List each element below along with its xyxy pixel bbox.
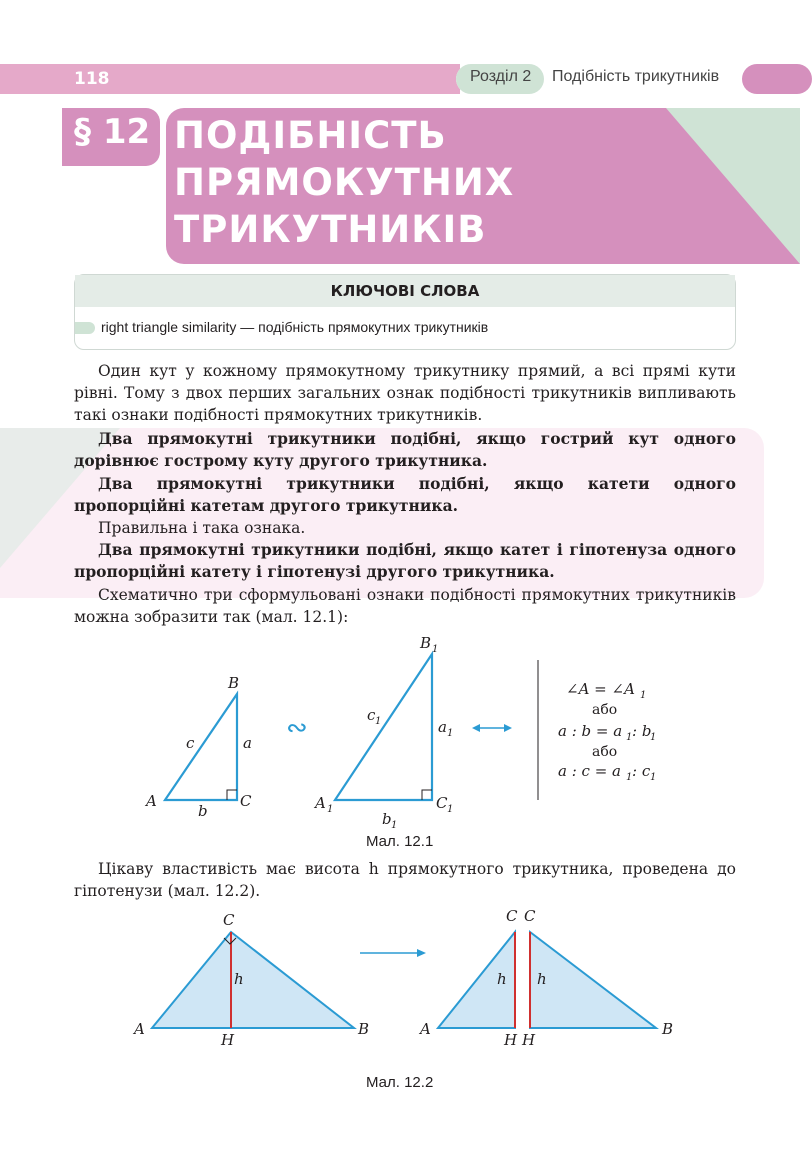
label-B: B (228, 674, 240, 692)
fig2-label-H: H (221, 1031, 235, 1049)
right-angle-mark-1 (422, 790, 432, 800)
section-title: Подібність трикутників (552, 68, 720, 85)
title-line-2: ПРЯМОКУТНИХ (174, 161, 515, 204)
paragraph-scheme: Схематично три сформульовані ознаки подібності прямокутних трикутників можна зобразити так (мал. 12.1): (74, 586, 736, 626)
header-band (0, 64, 460, 94)
theorem-leg-hypotenuse: Два прямокутні трикутники подібні, якщо катет і гіпотенуза одного пропорційні катету і гіпотенузі другого трикутника. (74, 540, 736, 581)
title-line-3: ТРИКУТНИКІВ (174, 208, 487, 251)
fig2-piece-label-H-right: H (522, 1031, 536, 1049)
condition-or-2: або (592, 744, 618, 760)
paragraph-number: § 12 (74, 112, 151, 152)
sub-cond2a: 1 (626, 732, 633, 743)
sub-cond3a: 1 (626, 772, 633, 783)
figure-12-2-caption: Мал. 12.2 (366, 1074, 434, 1091)
label-B1: B (420, 634, 432, 652)
label-b1: b (382, 810, 392, 828)
triangle-a1b1c1 (335, 654, 432, 800)
condition-leg-hyp: a : c = a (558, 762, 621, 780)
figure-12-1 (130, 632, 690, 831)
page-number: 118 (74, 69, 110, 89)
label-c1: c (367, 706, 376, 724)
title-line-1: ПОДІБНІСТЬ (174, 114, 447, 157)
sub-cond1: 1 (640, 690, 647, 701)
label-b: b (198, 802, 208, 820)
condition-legs: a : b = a (558, 722, 623, 740)
fig2-piece-label-H-left: H (504, 1031, 518, 1049)
keyword-bullet (75, 322, 95, 334)
page-title (174, 112, 514, 253)
fig2-piece-label-C-left: C (506, 907, 518, 925)
condition-leg-hyp-b: : c (632, 762, 651, 780)
theorem-angle: Два прямокутні трикутники подібні, якщо гострий кут одного дорівнює гострому куту другого трикутника. (74, 429, 736, 470)
fig2-label-C: C (223, 911, 235, 929)
sub-B1: 1 (432, 644, 439, 655)
label-a1: a (438, 718, 447, 736)
sub-cond2b: 1 (650, 732, 657, 743)
figure-12-2 (120, 905, 690, 1055)
keyword-item: right triangle similarity — подібність прямокутних трикутників (101, 319, 489, 335)
paragraph-also: Правильна і така ознака. (98, 519, 306, 537)
condition-or-1: або (592, 702, 618, 718)
theorem-legs: Два прямокутні трикутники подібні, якщо катети одного пропорційні катетам другого трикутника. (74, 474, 736, 515)
condition-legs-b: : b (632, 722, 652, 740)
sub-cond3b: 1 (650, 772, 657, 783)
similarity-sign: ∾ (286, 713, 308, 743)
sub-A1: 1 (327, 804, 334, 815)
sub-a1: 1 (447, 728, 454, 739)
fig2-label-h: h (234, 970, 244, 988)
paragraph-intro: Один кут у кожному прямокутному трикутнику прямий, а всі прямі кути рівні. Тому з двох перших загальних ознак подібності трикутників випливають такі ознаки подібності прямокутних трикутників. (74, 362, 736, 424)
fig2-piece-label-C-right: C (524, 907, 536, 925)
keywords-box (74, 274, 736, 350)
paragraph-height: Цікаву властивість має висота h прямокутного трикутника, проведена до гіпотенузи (мал. 12.2). (74, 860, 736, 900)
fig2-label-A: A (134, 1020, 145, 1038)
sub-C1: 1 (447, 804, 454, 815)
triangle-abc (165, 694, 237, 800)
header-decoration (742, 64, 812, 94)
fig2-piece-label-h-left: h (497, 970, 507, 988)
double-arrow-icon (472, 724, 512, 732)
label-C: C (240, 792, 252, 810)
label-c: c (186, 734, 195, 752)
sub-b1: 1 (391, 820, 398, 831)
condition-angles: ∠A = ∠A (566, 680, 635, 698)
fig2-label-B: B (358, 1020, 370, 1038)
section-label: Розділ 2 (470, 68, 532, 85)
label-A1: A (315, 794, 326, 812)
fig2-piece-label-A: A (420, 1020, 431, 1038)
triangle-acb (152, 932, 354, 1028)
triangle-chb (530, 932, 656, 1028)
fig2-piece-label-B: B (662, 1020, 674, 1038)
label-a: a (243, 734, 252, 752)
keywords-heading: КЛЮЧОВІ СЛОВА (75, 275, 735, 307)
label-C1: C (436, 794, 448, 812)
fig2-piece-label-h-right: h (537, 970, 547, 988)
sub-c1: 1 (375, 716, 382, 727)
arrow-right-icon (360, 949, 426, 957)
label-A: A (146, 792, 157, 810)
right-angle-mark (227, 790, 237, 800)
figure-12-1-caption: Мал. 12.1 (366, 833, 434, 850)
